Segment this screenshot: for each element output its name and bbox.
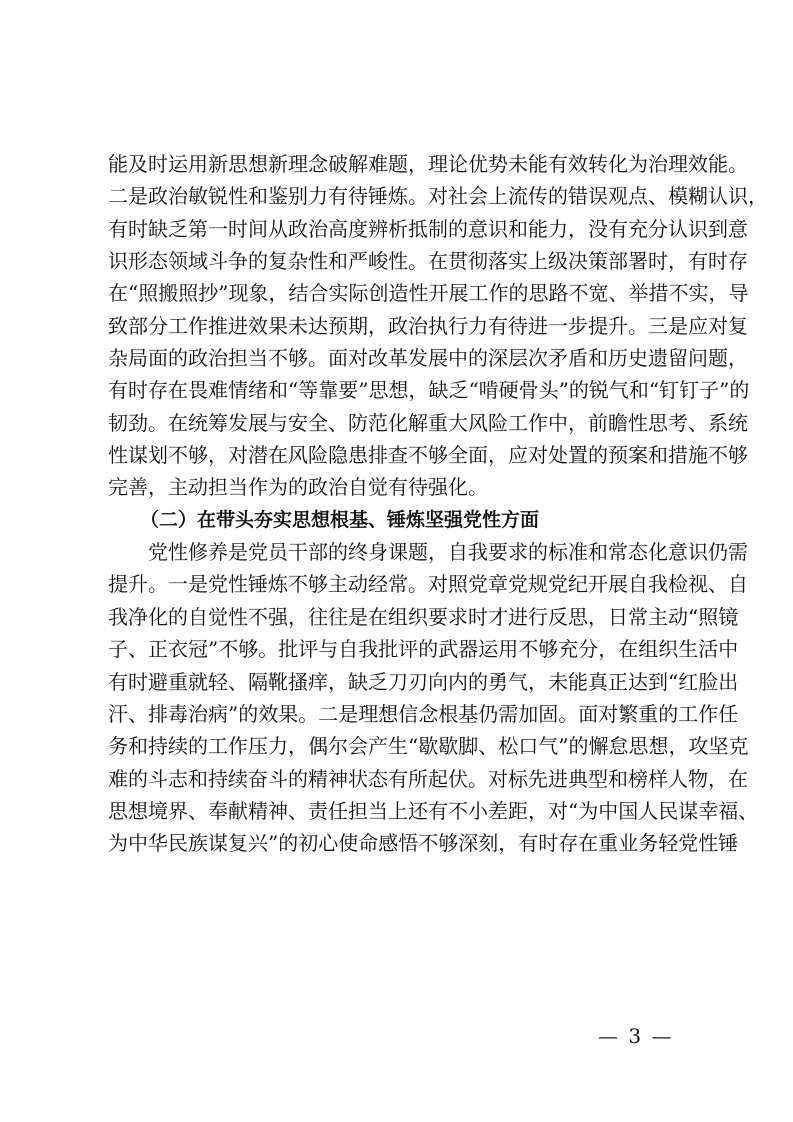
- text-line-20: 难的斗志和持续奋斗的精神状态有所起伏。对标先进典型和榜样人物，在: [108, 766, 748, 791]
- text-line-21: 思想境界、奉献精神、责任担当上还有不小差距，对“为中国人民谋幸福、: [108, 798, 759, 823]
- text-line-8: 有时存在畏难情绪和“等靠要”思想，缺乏“啃硬骨头”的锐气和“钉钉子”的: [108, 378, 750, 403]
- section-heading: （二）在带头夯实思想根基、锤炼坚强党性方面: [140, 508, 540, 531]
- text-line-6: 致部分工作推进效果未达预期，政治执行力有待进一步提升。三是应对复: [108, 313, 748, 338]
- text-line-15: 我净化的自觉性不强，往往是在组织要求时才进行反思，日常主动“照镜: [108, 604, 739, 629]
- text-line-14: 提升。一是党性锤炼不够主动经常。对照党章党规党纪开展自我检视、自: [108, 572, 748, 597]
- body-text: [108, 148, 768, 860]
- text-line-11: 完善，主动担当作为的政治自觉有待强化。: [108, 475, 488, 500]
- text-line-7: 杂局面的政治担当不够。面对改革发展中的深层次矛盾和历史遗留问题，: [108, 346, 748, 371]
- text-line-3: 有时缺乏第一时间从政治高度辨析抵制的意识和能力，没有充分认识到意: [108, 216, 748, 241]
- text-line-19: 务和持续的工作压力，偶尔会产生“歇歇脚、松口气”的懈怠思想，攻坚克: [108, 734, 749, 759]
- text-line-5: 在“照搬照抄”现象，结合实际创造性开展工作的思路不宽、举措不实，导: [108, 281, 749, 306]
- text-line-16: 子、正衣冠”不够。批评与自我批评的武器运用不够充分，在组织生活中: [108, 637, 739, 662]
- text-line-4: 识形态领域斗争的复杂性和严峻性。在贯彻落实上级决策部署时，有时存: [108, 249, 748, 274]
- text-line-22: 为中华民族谋复兴”的初心使命感悟不够深刻，有时存在重业务轻党性锤: [108, 831, 739, 856]
- text-line-17: 有时避重就轻、隔靴搔痒，缺乏刀刃向内的勇气，未能真正达到“红脸出: [108, 669, 739, 694]
- text-line-9: 韧劲。在统筹发展与安全、防范化解重大风险工作中，前瞻性思考、系统: [108, 410, 748, 435]
- text-line-18: 汗、排毒治病”的效果。二是理想信念根基仍需加固。面对繁重的工作任: [108, 701, 739, 726]
- page-number: — 3 —: [598, 1024, 674, 1048]
- text-line-13: 党性修养是党员干部的终身课题，自我要求的标准和常态化意识仍需: [148, 540, 748, 565]
- text-line-10: 性谋划不够，对潜在风险隐患排查不够全面，应对处置的预案和措施不够: [108, 443, 748, 468]
- text-line-2: 二是政治敏锐性和鉴别力有待锤炼。对社会上流传的错误观点、模糊认识，: [108, 184, 768, 209]
- text-line-1: 能及时运用新思想新理念破解难题，理论优势未能有效转化为治理效能。: [108, 152, 748, 176]
